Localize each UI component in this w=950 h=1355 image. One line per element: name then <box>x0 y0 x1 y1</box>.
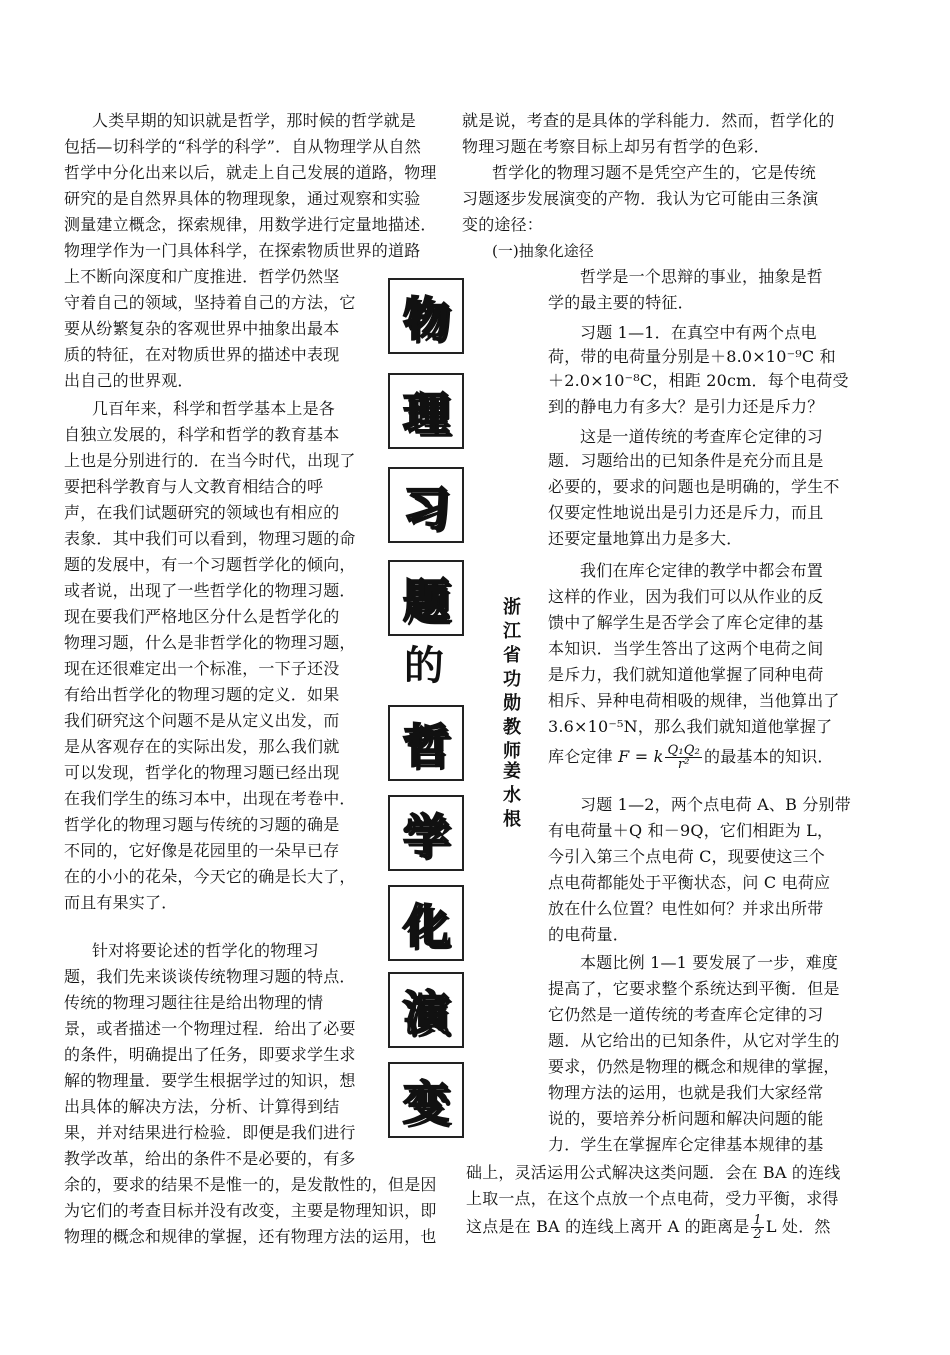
body-text-line: 说的，要培养分析问题和解决问题的能 <box>548 1109 824 1128</box>
body-text-line: 它仍然是一道传统的考查库仑定律的习 <box>548 1005 824 1024</box>
body-text-line: 习题逐步发展演变的产物．我认为它可能由三条演 <box>462 189 819 208</box>
formula-numerator: Q₁Q₂ <box>667 743 701 758</box>
body-text-line: 现在要我们严格地区分什么是哲学化的 <box>64 607 340 626</box>
body-text-line: 针对将要论述的哲学化的物理习 <box>92 941 319 960</box>
title-char: 哲 <box>388 705 464 781</box>
author-affiliation-char: 师 <box>503 741 521 762</box>
formula-suffix: 的最基本的知识． <box>704 747 834 766</box>
formula-fraction <box>665 744 702 771</box>
body-text-line: 测量建立概念，探索规律，用数学进行定量地描述． <box>64 215 437 234</box>
formula-prefix: 库仑定律 <box>548 747 613 766</box>
body-text-line: 传统的物理习题往往是给出物理的情 <box>64 993 324 1012</box>
body-text-line: 物理习题，什么是非哲学化的物理习题， <box>64 633 356 652</box>
body-text-line: 提高了，它要求整个系统达到平衡．但是 <box>548 979 840 998</box>
body-text-line: 几百年来，科学和哲学基本上是各 <box>92 399 336 418</box>
title-char: 学 <box>388 795 464 871</box>
body-text-line: 可以发现，哲学化的物理习题已经出现 <box>64 763 340 782</box>
body-text-line: 还要定量地算出力是多大． <box>548 529 743 548</box>
body-text-line: 在我们学生的练习本中，出现在考卷中． <box>64 789 356 808</box>
author-affiliation <box>500 596 524 764</box>
section-heading: (一)抽象化途径 <box>492 242 594 260</box>
body-text-line: 在的小小的花朵，今天它的确是长大了， <box>64 867 356 886</box>
body-text-line: 上取一点，在这个点放一个点电荷，受力平衡，求得 <box>466 1189 839 1208</box>
body-text-line: 这样的作业，因为我们可以从作业的反 <box>548 587 824 606</box>
title-char: 演 <box>388 972 464 1048</box>
body-text-line: 自独立发展的，科学和哲学的教育基本 <box>64 425 340 444</box>
body-text-line: 变的途径： <box>462 215 544 234</box>
last-text-line <box>466 1214 831 1241</box>
body-text-line: 解的物理量．要学生根据学过的知识，想 <box>64 1071 356 1090</box>
body-text-line: 守着自己的领域，坚持着自己的方法，它 <box>64 293 356 312</box>
body-text-line: 包括—切科学的“科学的科学”．自从物理学从自然 <box>64 137 421 156</box>
body-text-line: 的电荷量． <box>548 925 630 944</box>
author-affiliation-char: 省 <box>503 645 521 666</box>
body-text-line: 题的发展中，有一个习题哲学化的倾向， <box>64 555 356 574</box>
body-text-line: 本知识．当学生答出了这两个电荷之间 <box>548 639 824 658</box>
body-text-line: 人类早期的知识就是哲学，那时候的哲学就是 <box>92 111 417 130</box>
body-text-line: 础上，灵活运用公式解决这类问题．会在 BA 的连线 <box>466 1163 841 1182</box>
body-text-line: 就是说，考查的是具体的学科能力．然而，哲学化的 <box>462 111 835 130</box>
body-text-line: 声，在我们试题研究的领域也有相应的 <box>64 503 340 522</box>
body-text-line: 到的静电力有多大？是引力还是斥力？ <box>548 397 824 416</box>
body-text-line: 这是一道传统的考查库仑定律的习 <box>580 427 824 446</box>
body-text-line: 荷，带的电荷量分别是＋8.0×10⁻⁹C 和 <box>548 347 836 366</box>
body-text-line: 而且有果实了． <box>64 893 178 912</box>
author-affiliation-char: 江 <box>503 621 521 642</box>
body-text-line: 哲学化的物理习题与传统的习题的确是 <box>64 815 340 834</box>
body-text-line: 题．习题给出的已知条件是充分而且是 <box>548 451 824 470</box>
body-text-line: 物理方法的运用，也就是我们大家经常 <box>548 1083 824 1102</box>
body-text-line: 余的，要求的结果不是惟一的，是发散性的，但是因 <box>64 1175 437 1194</box>
body-text-line: 要把科学教育与人文教育相结合的呼 <box>64 477 324 496</box>
title-char: 化 <box>388 885 464 961</box>
body-text-line: 表象．其中我们可以看到，物理习题的命 <box>64 529 356 548</box>
half-fraction <box>751 1214 763 1241</box>
body-text-line: 相斥、异种电荷相吸的规律，当他算出了 <box>548 691 840 710</box>
last-line-prefix: 这点是在 BA 的连线上离开 A 的距离是 <box>466 1217 750 1236</box>
body-text-line: 力．学生在掌握库仑定律基本规律的基 <box>548 1135 824 1154</box>
body-text-line: 3.6×10⁻⁵N，那么我们就知道他掌握了 <box>548 717 833 736</box>
body-text-line: 哲学中分化出来以后，就走上自己发展的道路，物理 <box>64 163 437 182</box>
body-text-line: 不同的，它好像是花园里的一朵早已存 <box>64 841 340 860</box>
body-text-line: 习题 1—1．在真空中有两个点电 <box>580 323 817 342</box>
last-line-suffix: L 处．然 <box>765 1217 831 1236</box>
author-affiliation-char: 教 <box>503 717 521 738</box>
title-char: 变 <box>388 1062 464 1138</box>
body-text-line: 出具体的解决方法，分析、计算得到结 <box>64 1097 340 1116</box>
body-text-line: 仅要定性地说出是引力还是斥力，而且 <box>548 503 824 522</box>
body-text-line: 我们研究这个问题不是从定义出发，而 <box>64 711 340 730</box>
body-text-line: 研究的是自然界具体的物理现象，通过观察和实验 <box>64 189 421 208</box>
body-text-line: 现在还很难定出一个标准，一下子还没 <box>64 659 340 678</box>
body-text-line: 果，并对结果进行检验．即便是我们进行 <box>64 1123 356 1142</box>
body-text-line: 学的最主要的特征． <box>548 293 694 312</box>
coulomb-formula-line <box>548 744 834 771</box>
body-text-line: 题，我们先来谈谈传统物理习题的特点． <box>64 967 356 986</box>
body-text-line: 必要的，要求的问题也是明确的，学生不 <box>548 477 840 496</box>
title-char: 的 <box>404 642 444 689</box>
author-name-char: 根 <box>503 809 521 830</box>
author-affiliation-char: 浙 <box>503 597 521 618</box>
fraction-denominator: 2 <box>753 1227 762 1242</box>
body-text-line: 出自己的世界观． <box>64 371 194 390</box>
body-text-line: 要从纷繁复杂的客观世界中抽象出最本 <box>64 319 340 338</box>
body-text-line: 哲学是一个思辩的事业，抽象是哲 <box>580 267 824 286</box>
body-text-line: 教学改革，给出的条件不是必要的，有多 <box>64 1149 356 1168</box>
author-affiliation-char: 勋 <box>503 693 521 714</box>
title-char: 习 <box>388 467 464 543</box>
body-text-line: 上也是分别进行的．在当今时代，出现了 <box>64 451 356 470</box>
body-text-line: 物理的概念和规律的掌握，还有物理方法的运用，也 <box>64 1227 437 1246</box>
fraction-numerator: 1 <box>753 1213 762 1228</box>
body-text-line: 是斥力，我们就知道他掌握了同种电荷 <box>548 665 824 684</box>
body-text-line: 放在什么位置？电性如何？并求出所带 <box>548 899 824 918</box>
body-text-line: 为它们的考查目标并没有改变，主要是物理知识，即 <box>64 1201 437 1220</box>
formula-lhs: F = k <box>618 747 664 766</box>
body-text-line: 要求，仍然是物理的概念和规律的掌握， <box>548 1057 840 1076</box>
body-text-line: 物理学作为一门具体科学，在探索物质世界的道路 <box>64 241 421 260</box>
body-text-line: 的条件，明确提出了任务，即要求学生求 <box>64 1045 356 1064</box>
author-affiliation-char: 功 <box>503 669 521 690</box>
body-text-line: 景，或者描述一个物理过程．给出了必要 <box>64 1019 356 1038</box>
body-text-line: ＋2.0×10⁻⁸C，相距 20cm．每个电荷受 <box>548 371 849 390</box>
body-text-line: 我们在库仑定律的教学中都会布置 <box>580 561 824 580</box>
body-text-line: 质的特征，在对物质世界的描述中表现 <box>64 345 340 364</box>
body-text-line: 是从客观存在的实际出发，那么我们就 <box>64 737 340 756</box>
body-text-line: 本题比例 1—1 要发展了一步，难度 <box>580 953 839 972</box>
body-text-line: 有电荷量＋Q 和－9Q，它们相距为 L， <box>548 821 834 840</box>
body-text-line: 或者说，出现了一些哲学化的物理习题． <box>64 581 356 600</box>
body-text-line: 物理习题在考察目标上却另有哲学的色彩． <box>462 137 770 156</box>
body-text-line: 点电荷都能处于平衡状态，问 C 电荷应 <box>548 873 831 892</box>
title-char: 理 <box>388 373 464 449</box>
title-char: 物 <box>388 278 464 354</box>
title-char: 题 <box>388 560 464 636</box>
body-text-line: 馈中了解学生是否学会了库仑定律的基 <box>548 613 824 632</box>
body-text-line: 有给出哲学化的物理习题的定义．如果 <box>64 685 340 704</box>
body-text-line: 习题 1—2，两个点电荷 A、B 分别带 <box>580 795 851 814</box>
formula-denominator: r² <box>677 757 690 772</box>
body-text-line: 哲学化的物理习题不是凭空产生的，它是传统 <box>492 163 817 182</box>
author-name-char: 姜 <box>503 761 521 782</box>
author-name-char: 水 <box>503 785 521 806</box>
body-text-line: 题．从它给出的已知条件，从它对学生的 <box>548 1031 840 1050</box>
author-name <box>500 760 524 832</box>
body-text-line: 上不断向深度和广度推进．哲学仍然坚 <box>64 267 340 286</box>
body-text-line: 今引入第三个点电荷 C，现要使这三个 <box>548 847 825 866</box>
